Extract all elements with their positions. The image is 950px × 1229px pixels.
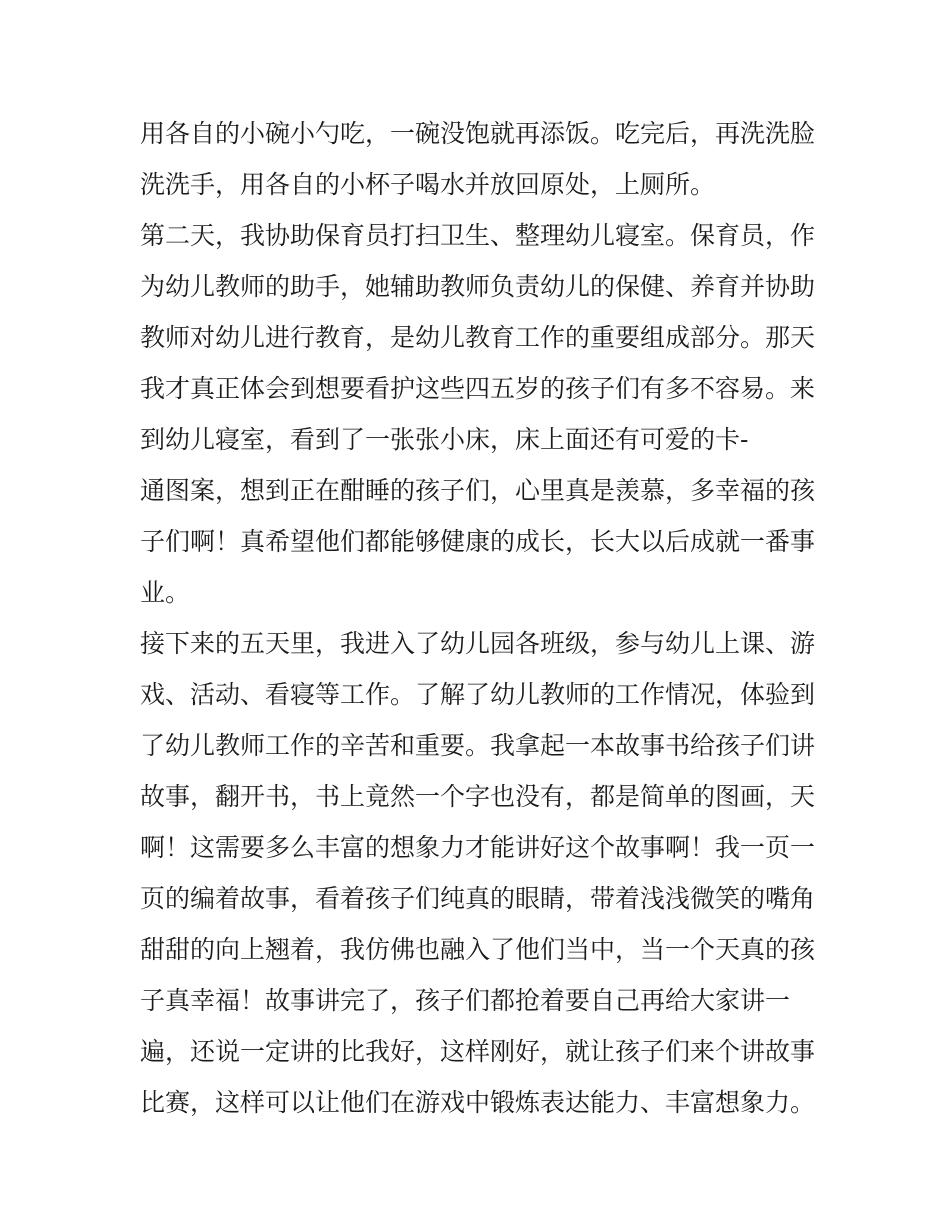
text-line: 为幼儿教师的助手，她辅助教师负责幼儿的保健、养育并协助 [140,272,816,301]
text-line: 故事，翻开书，书上竟然一个字也没有，都是简单的图画，天 [140,782,816,811]
text-line: 通图案，想到正在酣睡的孩子们，心里真是羡慕，多幸福的孩 [140,476,816,505]
text-line: 子们啊！真希望他们都能够健康的成长，长大以后成就一番事 [140,527,816,556]
text-line: 第二天，我协助保育员打扫卫生、整理幼儿寝室。保育员，作 [140,221,816,250]
text-line: 接下来的五天里，我进入了幼儿园各班级，参与幼儿上课、游 [140,629,816,658]
text-line: 子真幸福！故事讲完了，孩子们都抢着要自己再给大家讲一 [140,986,791,1015]
text-line: 业。 [140,578,191,607]
text-line: 页的编着故事，看着孩子们纯真的眼睛，带着浅浅微笑的嘴角 [140,884,816,913]
text-line: 戏、活动、看寝等工作。了解了幼儿教师的工作情况，体验到 [140,680,816,709]
text-line: 遍，还说一定讲的比我好，这样刚好，就让孩子们来个讲故事 [140,1037,816,1066]
text-line: 啊！这需要多么丰富的想象力才能讲好这个故事啊！我一页一 [140,833,816,862]
body-text [140,108,820,1128]
text-line: 了幼儿教师工作的辛苦和重要。我拿起一本故事书给孩子们讲 [140,731,816,760]
text-line: 比赛，这样可以让他们在游戏中锻炼表达能力、丰富想象力。 [140,1088,816,1117]
text-line: 甜甜的向上翘着，我仿佛也融入了他们当中，当一个天真的孩 [140,935,816,964]
text-line: 用各自的小碗小勺吃，一碗没饱就再添饭。吃完后，再洗洗脸 [140,119,816,148]
text-line: 教师对幼儿进行教育，是幼儿教育工作的重要组成部分。那天 [140,323,816,352]
text-line: 到幼儿寝室，看到了一张张小床，床上面还有可爱的卡- [140,425,749,454]
text-line: 洗洗手，用各自的小杯子喝水并放回原处，上厕所。 [140,170,716,199]
text-line: 我才真正体会到想要看护这些四五岁的孩子们有多不容易。来 [140,374,816,403]
